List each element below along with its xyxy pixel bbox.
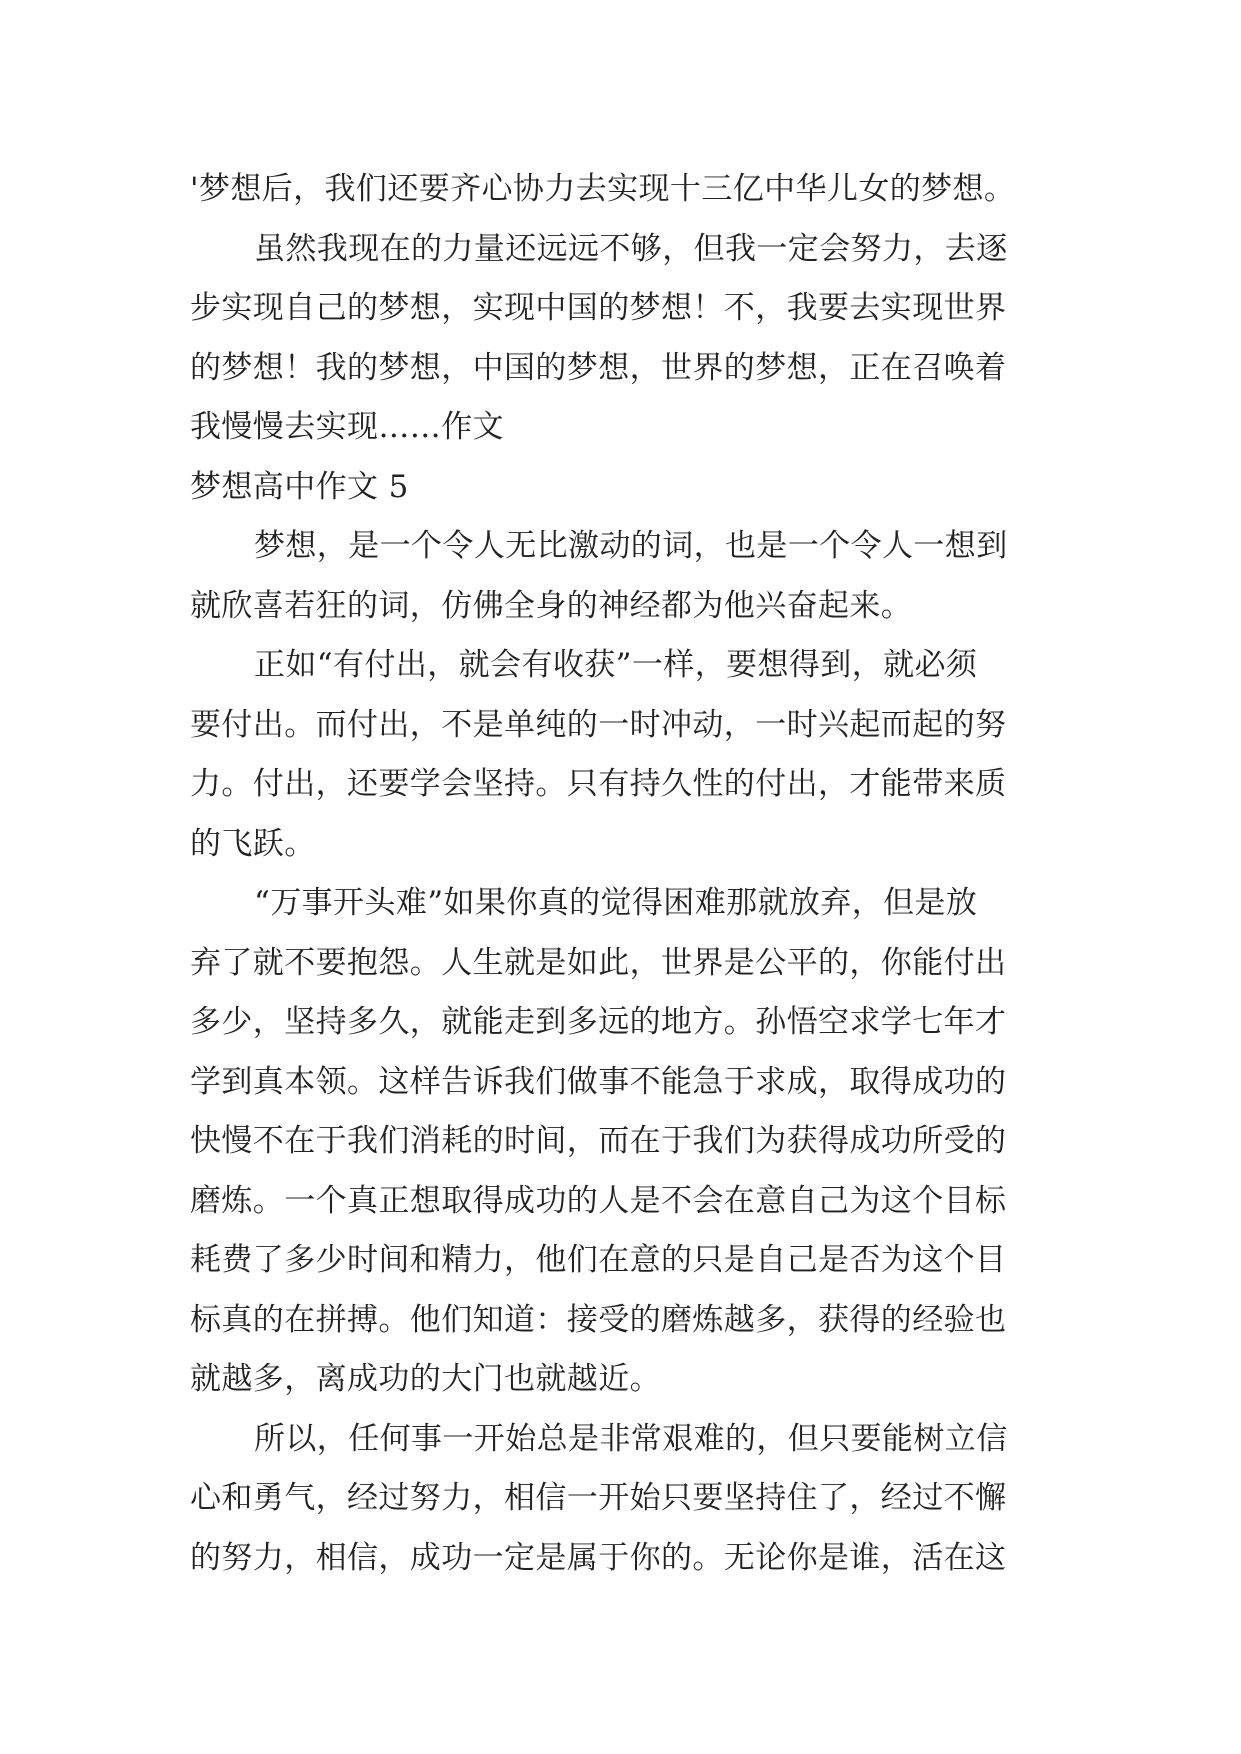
text-line: 学到真本领。这样告诉我们做事不能急于求成，取得成功的 <box>190 1063 1007 1100</box>
text-line: 的梦想！我的梦想，中国的梦想，世界的梦想，正在召唤着 <box>190 349 1007 386</box>
paragraph-start-line: 虽然我现在的力量还远远不够，但我一定会努力，去逐 <box>254 230 1008 267</box>
paragraph-start-line: 正如“有付出，就会有收获”一样，要想得到，就必须 <box>254 647 978 683</box>
paragraph-start-line: 梦想，是一个令人无比激动的词，也是一个令人一想到 <box>254 528 1008 564</box>
text-line: 的努力，相信，成功一定是属于你的。无论你是谁，活在这 <box>190 1539 1007 1576</box>
text-line: 弃了就不要抱怨。人生就是如此，世界是公平的，你能付出 <box>190 944 1007 981</box>
text-line: 心和勇气，经过努力，相信一开始只要坚持住了，经过不懈 <box>190 1480 1007 1516</box>
text-line: 力。付出，还要学会坚持。只有持久性的付出，才能带来质 <box>190 766 1007 802</box>
text-line: '梦想后，我们还要齐心协力去实现十三亿中华儿女的梦想。 <box>190 171 1016 207</box>
text-line: 耗费了多少时间和精力，他们在意的只是自己是否为这个目 <box>190 1242 1007 1278</box>
text-line: 快慢不在于我们消耗的时间，而在于我们为获得成功所受的 <box>190 1123 1007 1159</box>
text-line: 标真的在拼搏。他们知道：接受的磨炼越多，获得的经验也 <box>190 1301 1007 1338</box>
section-heading: 梦想高中作文 5 <box>190 468 409 505</box>
paragraph-start-line: 所以，任何事一开始总是非常艰难的，但只要能树立信 <box>254 1420 1008 1457</box>
text-line: 磨炼。一个真正想取得成功的人是不会在意自己为这个目标 <box>190 1182 1007 1219</box>
paragraph-start-line: “万事开头难”如果你真的觉得困难那就放弃，但是放 <box>254 885 978 921</box>
text-line: 就欣喜若狂的词，仿佛全身的神经都为他兴奋起来。 <box>190 587 913 624</box>
text-line: 要付出。而付出，不是单纯的一时冲动，一时兴起而起的努 <box>190 706 1007 743</box>
text-line: 我慢慢去实现……作文 <box>190 409 504 445</box>
text-line: 步实现自己的梦想，实现中国的梦想！不，我要去实现世界 <box>190 290 1007 326</box>
text-line: 就越多，离成功的大门也就越近。 <box>190 1361 661 1397</box>
text-line: 的飞跃。 <box>190 825 316 862</box>
document-body <box>190 160 1070 1588</box>
text-line: 多少，坚持多久，就能走到多远的地方。孙悟空求学七年才 <box>190 1004 1007 1040</box>
